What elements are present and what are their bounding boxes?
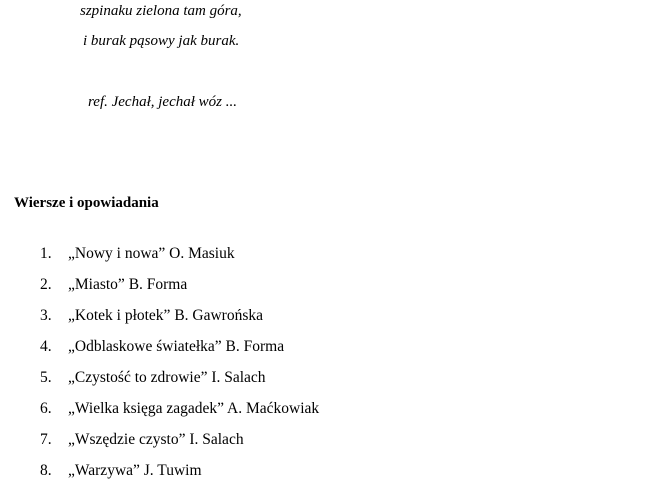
list-item-number: 6.	[40, 400, 52, 417]
list-item-text: „Wielka księga zagadek” A. Maćkowiak	[68, 400, 320, 417]
list-item-number: 5.	[40, 369, 52, 386]
section-heading: Wiersze i opowiadania	[14, 195, 159, 211]
song-verse-line-2: i burak pąsowy jak burak.	[83, 33, 240, 49]
list-item-number: 8.	[40, 462, 52, 479]
list-item-text: „Kotek i płotek” B. Gawrońska	[68, 307, 263, 324]
list-item-number: 2.	[40, 276, 52, 293]
song-verse-line-1: szpinaku zielona tam góra,	[80, 3, 242, 19]
list-item-text: „Odblaskowe światełka” B. Forma	[68, 338, 285, 355]
list-item-text: „Miasto” B. Forma	[68, 276, 188, 293]
song-refrain-line: ref. Jechał, jechał wóz ...	[88, 94, 237, 110]
list-item-number: 7.	[40, 431, 52, 448]
list-item-number: 4.	[40, 338, 52, 355]
list-item-text: „Warzywa” J. Tuwim	[68, 462, 202, 479]
list-item-number: 1.	[40, 245, 52, 262]
list-item-text: „Czystość to zdrowie” I. Salach	[68, 369, 266, 386]
list-item-text: „Wszędzie czysto” I. Salach	[68, 431, 244, 448]
list-item-text: „Nowy i nowa” O. Masiuk	[68, 245, 235, 262]
list-item-number: 3.	[40, 307, 52, 324]
